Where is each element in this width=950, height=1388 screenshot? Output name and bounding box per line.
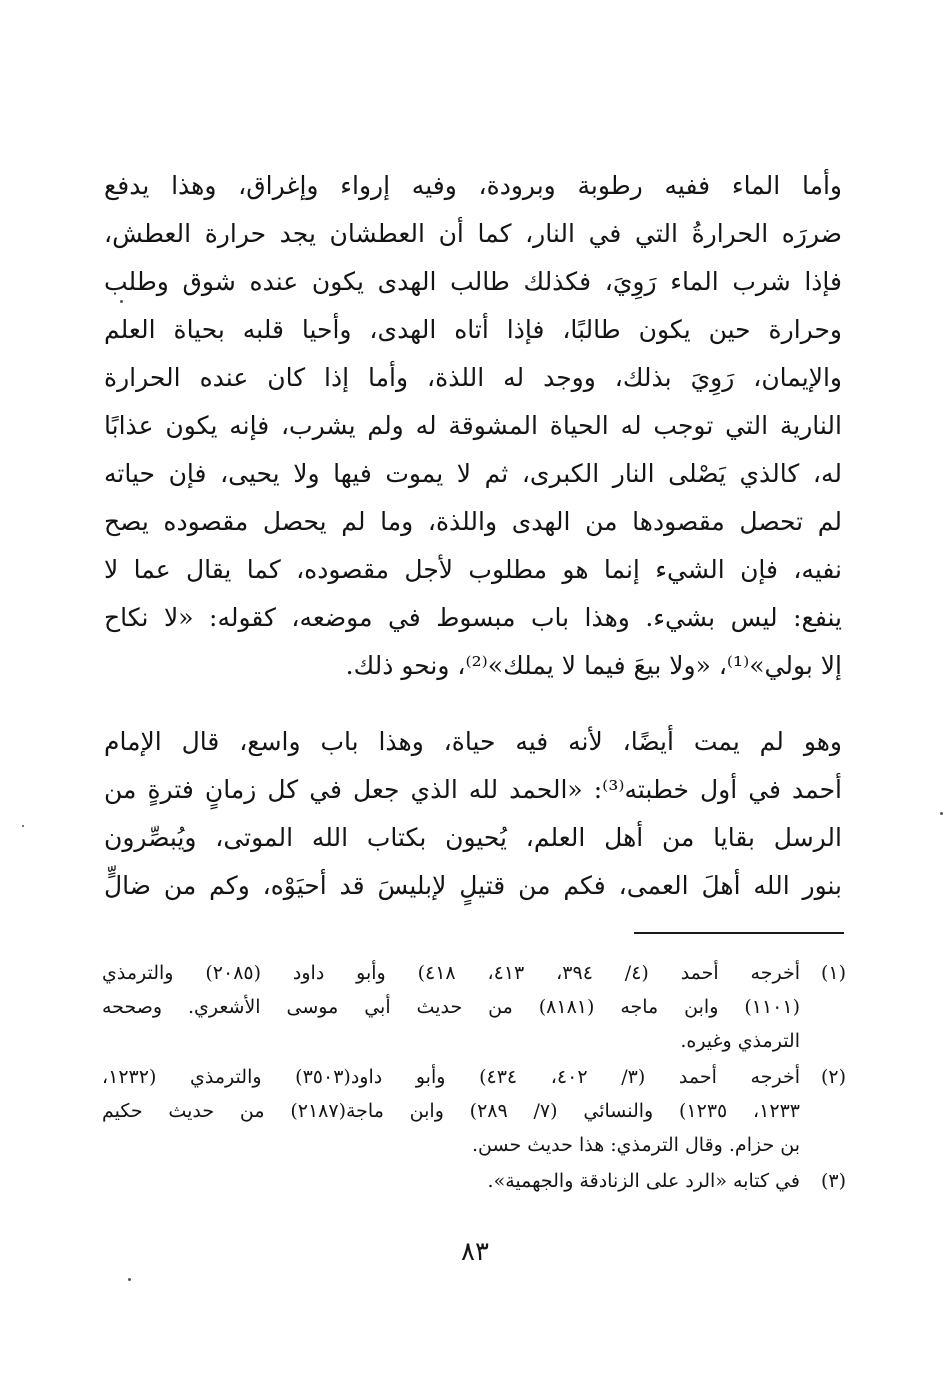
text-line: النارية التي توجب له الحياة المشوقة له ولم يشرب، فإنه يكون عذابًا bbox=[104, 411, 842, 440]
footnote-divider bbox=[634, 932, 844, 934]
main-text bbox=[104, 162, 842, 910]
footnote-3 bbox=[102, 1164, 846, 1198]
text-line: وهو لم يمت أيضًا، لأنه فيه حياة، وهذا باب واسع، قال الإمام bbox=[104, 727, 842, 756]
scan-speck bbox=[128, 1278, 131, 1281]
footnote-line: (١١٠١) وابن ماجه (٨١٨١) من حديث أبي موسى الأشعري. وصححه bbox=[102, 996, 800, 1018]
paragraph-gap bbox=[104, 690, 842, 718]
text-line: ينفع: ليس بشيء. وهذا باب مبسوط في موضعه، كقوله: «لا نكاح bbox=[104, 603, 842, 632]
paragraph-2 bbox=[104, 718, 842, 910]
page-number: ٨٣ bbox=[461, 1237, 489, 1267]
footnote-2 bbox=[102, 1060, 846, 1162]
footnote-line: ١٢٣٣، ١٢٣٥) والنسائي (٧/ ٢٨٩) وابن ماجة(٢١٨٧) من حديث حكيم bbox=[102, 1100, 800, 1122]
footnote-number: (١) bbox=[820, 962, 846, 984]
footnote-1 bbox=[102, 956, 846, 1058]
footnote-text bbox=[102, 1060, 800, 1162]
footnote-number: (٢) bbox=[820, 1066, 846, 1088]
scan-speck bbox=[22, 825, 24, 827]
text-line: الرسل بقايا من أهل العلم، يُحيون بكتاب الله الموتى، ويُبصِّرون bbox=[104, 823, 842, 852]
text-line: فإذا شرب الماء رَوِيَ، فكذلك طالب الهدى يكون عنده شوق وطلب bbox=[104, 267, 842, 296]
text-line: بنور الله أهلَ العمى، فكم من قتيلٍ لإبليسَ قد أحيَوْه، وكم من ضالٍّ bbox=[104, 871, 842, 900]
text-line: وحرارة حين يكون طالبًا، فإذا أتاه الهدى، وأحيا قلبه بحياة العلم bbox=[104, 315, 842, 344]
text-line: والإيمان، رَوِيَ بذلك، ووجد له اللذة، وأما إذا كان عنده الحرارة bbox=[104, 363, 842, 392]
text-line: له، كالذي يَصْلى النار الكبرى، ثم لا يموت فيها ولا يحيى، فإن حياته bbox=[104, 459, 842, 488]
footnotes bbox=[102, 956, 846, 1200]
footnote-text bbox=[102, 956, 800, 1058]
footnote-line: بن حزام. وقال الترمذي: هذا حديث حسن. bbox=[472, 1134, 800, 1156]
footnote-line: في كتابه «الرد على الزنادقة والجهمية». bbox=[487, 1170, 800, 1192]
footnote-line: أخرجه أحمد (٣/ ٤٠٢، ٤٣٤) وأبو داود(٣٥٠٣) والترمذي (١٢٣٢، bbox=[102, 1066, 800, 1088]
paragraph-1 bbox=[104, 162, 842, 690]
footnote-text bbox=[102, 1164, 800, 1198]
footnote-number: (٣) bbox=[820, 1170, 846, 1192]
text-line: لم تحصل مقصودها من الهدى واللذة، وما لم يحصل مقصوده يصح bbox=[104, 507, 842, 536]
text-line: وأما الماء ففيه رطوبة وبرودة، وفيه إرواء وإغراق، وهذا يدفع bbox=[104, 171, 842, 200]
text-line: أحمد في أول خطبته⁽³⁾: «الحمد لله الذي جعل في كل زمانٍ فترةٍ من bbox=[104, 775, 842, 804]
footnote-line: الترمذي وغيره. bbox=[680, 1030, 800, 1052]
text-line: إلا بولي»⁽¹⁾، «ولا بيعَ فيما لا يملك»⁽²⁾، ونحو ذلك. bbox=[345, 651, 842, 680]
scan-speck bbox=[120, 300, 123, 303]
footnote-line: أخرجه أحمد (٤/ ٣٩٤، ٤١٣، ٤١٨) وأبو داود (٢٠٨٥) والترمذي bbox=[102, 962, 800, 984]
text-line: ضررَه الحرارةُ التي في النار، كما أن العطشان يجد حرارة العطش، bbox=[104, 219, 842, 248]
scan-speck bbox=[940, 812, 943, 815]
text-line: نفيه، فإن الشيء إنما هو مطلوب لأجل مقصوده، كما يقال عما لا bbox=[104, 555, 842, 584]
